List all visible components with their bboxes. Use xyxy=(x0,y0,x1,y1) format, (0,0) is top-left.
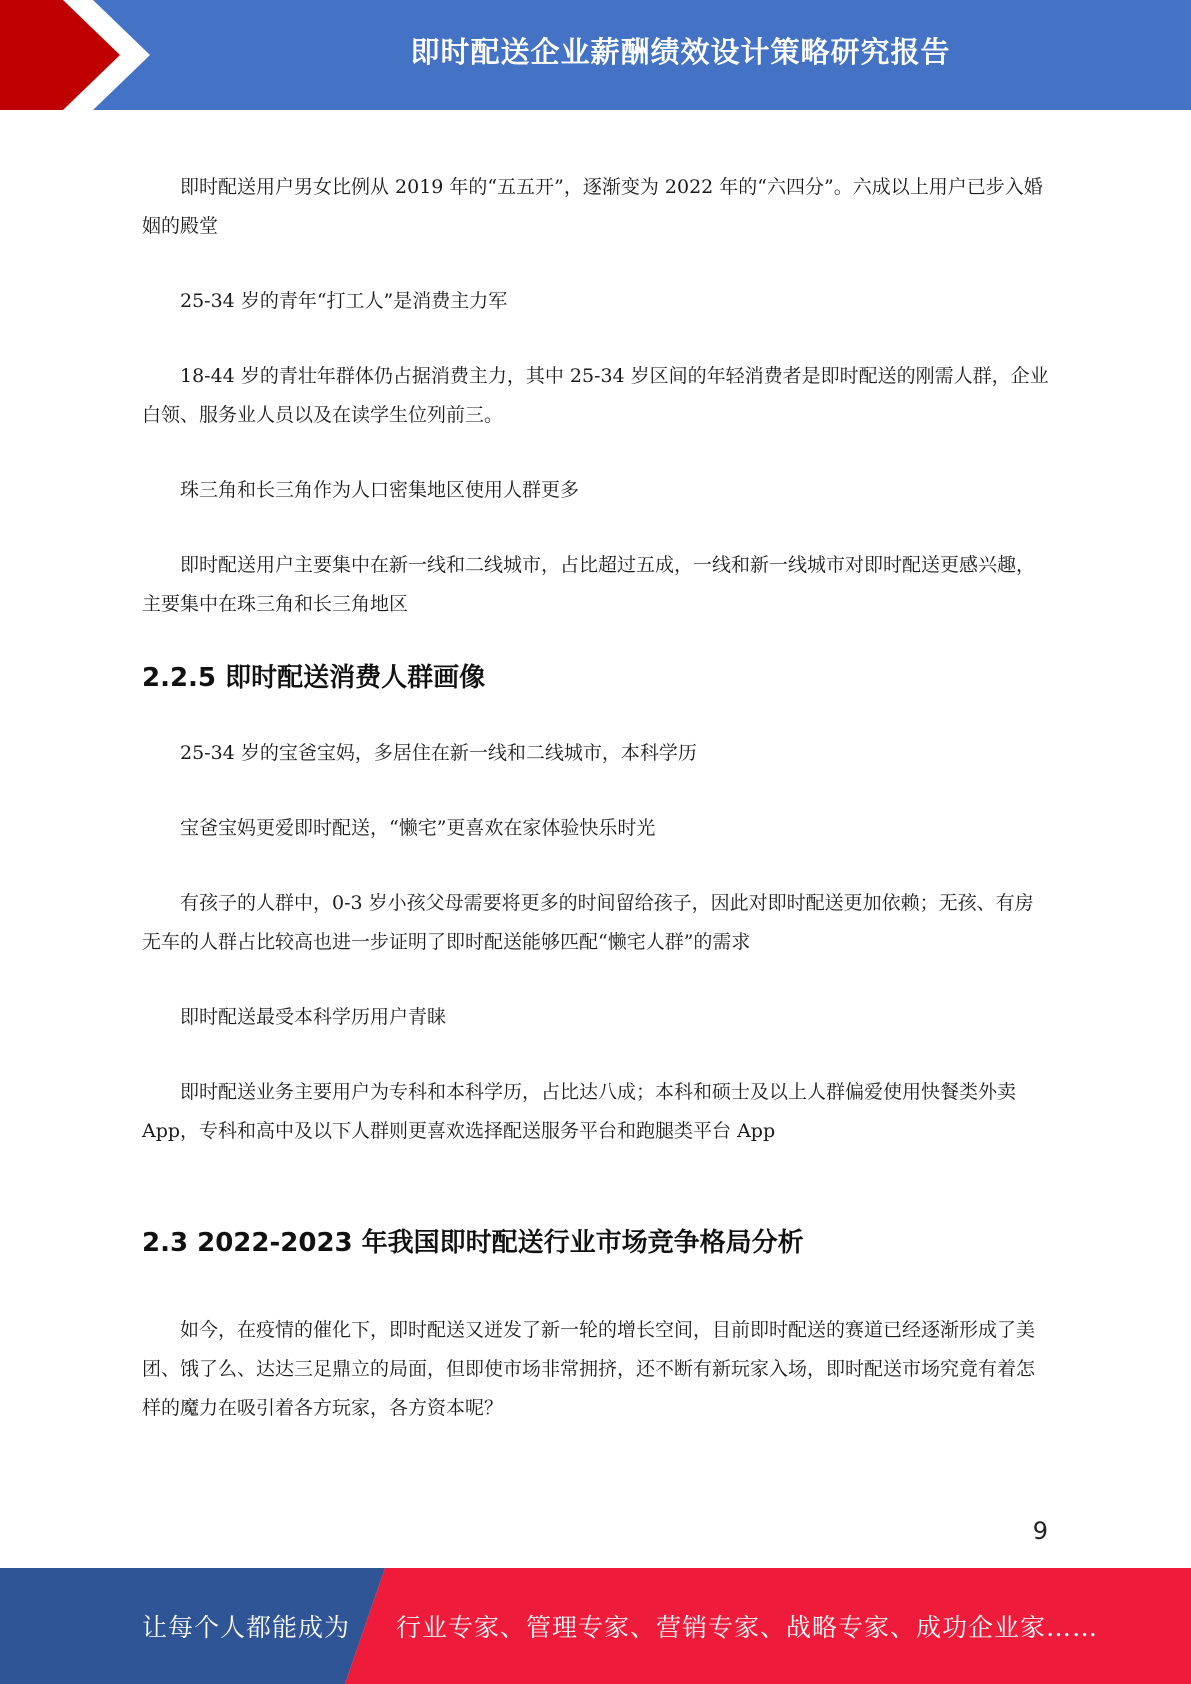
header-title: 即时配送企业薪酬绩效设计策略研究报告 xyxy=(410,34,951,69)
paragraph: 25-34 岁的宝爸宝妈，多居住在新一线和二线城市，本科学历 xyxy=(180,742,697,764)
page-number: 9 xyxy=(1032,1517,1048,1545)
paragraph: 如今，在疫情的催化下，即时配送又迸发了新一轮的增长空间，目前即时配送的赛道已经逐渐形成了美团、饿了么、达达三足鼎立的局面，但即使市场非常拥挤，还不断有新玩家入场，即时配送市场究竟有着怎样的魔力在吸引着各方玩家，各方资本呢？ xyxy=(142,1319,1036,1419)
footer-slogan-left: 让每个人都能成为 xyxy=(142,1613,351,1642)
footer-slogan-right: 行业专家、管理专家、营销专家、战略专家、成功企业家…… xyxy=(396,1613,1099,1642)
paragraph: 18-44 岁的青壮年群体仍占据消费主力，其中 25-34 岁区间的年轻消费者是即时配送的刚需人群，企业白领、服务业人员以及在读学生位列前三。 xyxy=(142,365,1049,426)
paragraph: 即时配送业务主要用户为专科和本科学历，占比达八成；本科和硕士及以上人群偏爱使用快餐类外卖 App，专科和高中及以下人群则更喜欢选择配送服务平台和跑腿类平台 App xyxy=(142,1081,1017,1142)
paragraph: 珠三角和长三角作为人口密集地区使用人群更多 xyxy=(180,479,580,501)
paragraph: 即时配送用户男女比例从 2019 年的“五五开”，逐渐变为 2022 年的“六四分”。六成以上用户已步入婚姻的殿堂 xyxy=(142,176,1043,237)
document-body xyxy=(142,168,1050,1464)
section-heading-2-3: 2.3 2022-2023 年我国即时配送行业市场竞争格局分析 xyxy=(142,1228,804,1258)
page-header xyxy=(0,0,1191,110)
paragraph: 宝爸宝妈更爱即时配送，“懒宅”更喜欢在家体验快乐时光 xyxy=(180,817,656,839)
section-heading-2-2-5: 2.2.5 即时配送消费人群画像 xyxy=(142,663,486,693)
paragraph: 即时配送最受本科学历用户青睐 xyxy=(180,1006,447,1028)
page-footer xyxy=(0,1568,1191,1684)
paragraph: 25-34 岁的青年“打工人”是消费主力军 xyxy=(180,290,508,312)
paragraph: 有孩子的人群中，0-3 岁小孩父母需要将更多的时间留给孩子，因此对即时配送更加依赖；无孩、有房无车的人群占比较高也进一步证明了即时配送能够匹配“懒宅人群”的需求 xyxy=(142,892,1034,953)
paragraph: 即时配送用户主要集中在新一线和二线城市，占比超过五成，一线和新一线城市对即时配送更感兴趣，主要集中在珠三角和长三角地区 xyxy=(142,554,1036,615)
